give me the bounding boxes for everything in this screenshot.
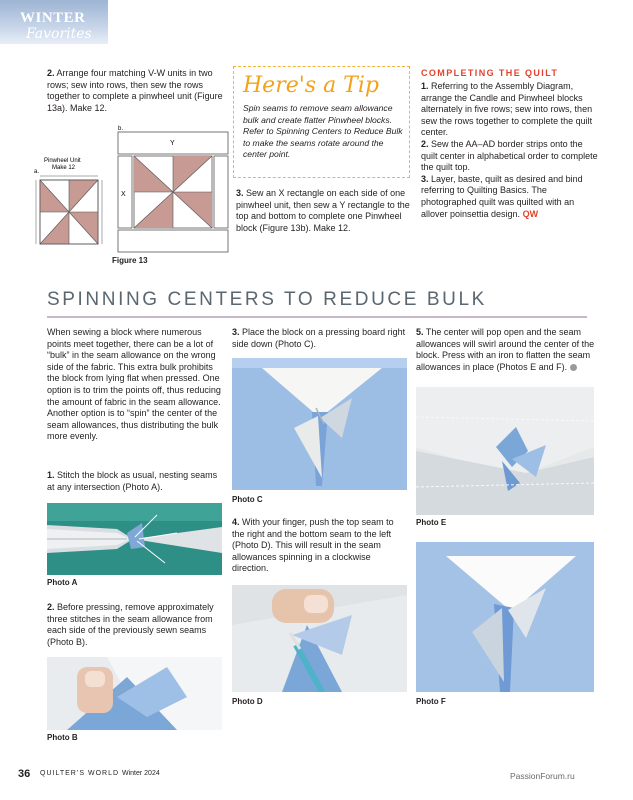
dim-y-label: Y	[170, 140, 175, 147]
figure-label-b: b.	[118, 126, 124, 132]
photo-e	[416, 387, 594, 515]
spin-step-3: 3. Place the block on a pressing board right side down (Photo C).	[232, 327, 406, 349]
section-title: SPINNING CENTERS TO REDUCE BULK	[47, 289, 487, 310]
pinwheel-unit-make: Make 12	[52, 165, 76, 171]
photo-c-caption: Photo C	[232, 495, 263, 504]
figure-label-a: a.	[34, 169, 40, 175]
photo-f-caption: Photo F	[416, 697, 446, 706]
completing-heading: COMPLETING THE QUILT	[421, 68, 559, 78]
completing-steps	[421, 81, 601, 220]
completing-step-3: 3. Layer, baste, quilt as desired and bind referring to Quilting Basics. The photographed quilt was quilted with an allover poinsettia design. QW	[421, 173, 583, 219]
pinwheel-unit-title: Pinwheel Unit	[44, 158, 81, 164]
completing-step-1: 1. Referring to the Assembly Diagram, arrange the Candle and Pinwheel blocks alternately in five rows; sew into rows, then sew the rows together to complete the quilt center.	[421, 81, 593, 138]
photo-d	[232, 585, 407, 692]
photo-d-caption: Photo D	[232, 697, 263, 706]
section-badge	[0, 0, 108, 44]
footer-issue: Winter 2024	[122, 770, 160, 777]
intro-paragraph: When sewing a block where numerous points meet together, there can be a lot of “bulk” in the seam allowance on the wrong side of the fabric. This extra bulk prohibits the block from lying flat when pressed. One option is to trim the points off, thus reducing the amount of fabric in the seam allowance. Another option is to “spin” the center of the seam allowances, thus distributing the bulk more evenly.	[47, 327, 221, 442]
step-2-pinwheel	[47, 68, 223, 114]
photo-f	[416, 542, 594, 692]
photo-a-caption: Photo A	[47, 578, 78, 587]
step-number: 3.	[236, 188, 244, 198]
footer-site: PassionForum.ru	[510, 771, 575, 781]
end-bullet-icon	[570, 364, 577, 371]
figure-13-caption: Figure 13	[112, 256, 148, 265]
badge-line1: WINTER	[20, 10, 86, 26]
spin-step-4: 4. With your finger, push the top seam to the right and the bottom seam to the left (Photo D). This will result in the seam allowances spinning in a clockwise direction.	[232, 517, 394, 574]
step-text: Sew an X rectangle on each side of one pinwheel unit, then sew a Y rectangle to the top and bottom to complete one Pinwheel block (Figure 13b). Make 12.	[236, 188, 410, 233]
footer-magazine: QUILTER’S WORLD Winter 2024	[40, 770, 160, 777]
photo-c	[232, 358, 407, 490]
step-3-pinwheel-block	[236, 188, 412, 234]
badge-line2: Favorites	[26, 26, 92, 42]
photo-e-caption: Photo E	[416, 518, 447, 527]
section-rule	[47, 316, 587, 318]
spin-step-1: 1. Stitch the block as usual, nesting seams at any intersection (Photo A).	[47, 470, 218, 492]
completing-step-2: 2. Sew the AA–AD border strips onto the quilt center in alphabetical order to complete the quilt top.	[421, 138, 598, 173]
pinwheel-block-b	[118, 132, 228, 252]
qw-end-mark: QW	[522, 208, 539, 219]
tip-box	[233, 66, 410, 178]
figure-13-diagram	[30, 124, 230, 264]
photo-a	[47, 503, 222, 575]
photo-b	[47, 657, 222, 730]
dim-x-label: X	[121, 191, 126, 198]
spin-step-5: 5. The center will pop open and the seam allowances will swirl around the center of the block. Press with an iron to flatten the seam allowances in place (Photos E and F).	[416, 327, 595, 372]
photo-b-caption: Photo B	[47, 733, 78, 742]
pinwheel-unit-a	[40, 180, 98, 244]
tip-body: Spin seams to remove seam allowance bulk and create flatter Pinwheel blocks. Refer to Spinning Centers to Reduce Bulk to make the seams rotate around the center point.	[243, 103, 403, 160]
step-text: Arrange four matching V-W units in two rows; sew into rows, then sew the rows together to complete a pinwheel unit (Figure 13a). Make 12.	[47, 68, 223, 113]
tip-title: Here's a Tip	[243, 73, 379, 98]
spin-step-2: 2. Before pressing, remove approximately three stitches in the seam allowance from each side of the previously sewn seams (Photo B).	[47, 602, 214, 647]
step-number: 2.	[47, 68, 55, 78]
page-number: 36	[18, 768, 31, 780]
figure-13	[30, 124, 230, 264]
